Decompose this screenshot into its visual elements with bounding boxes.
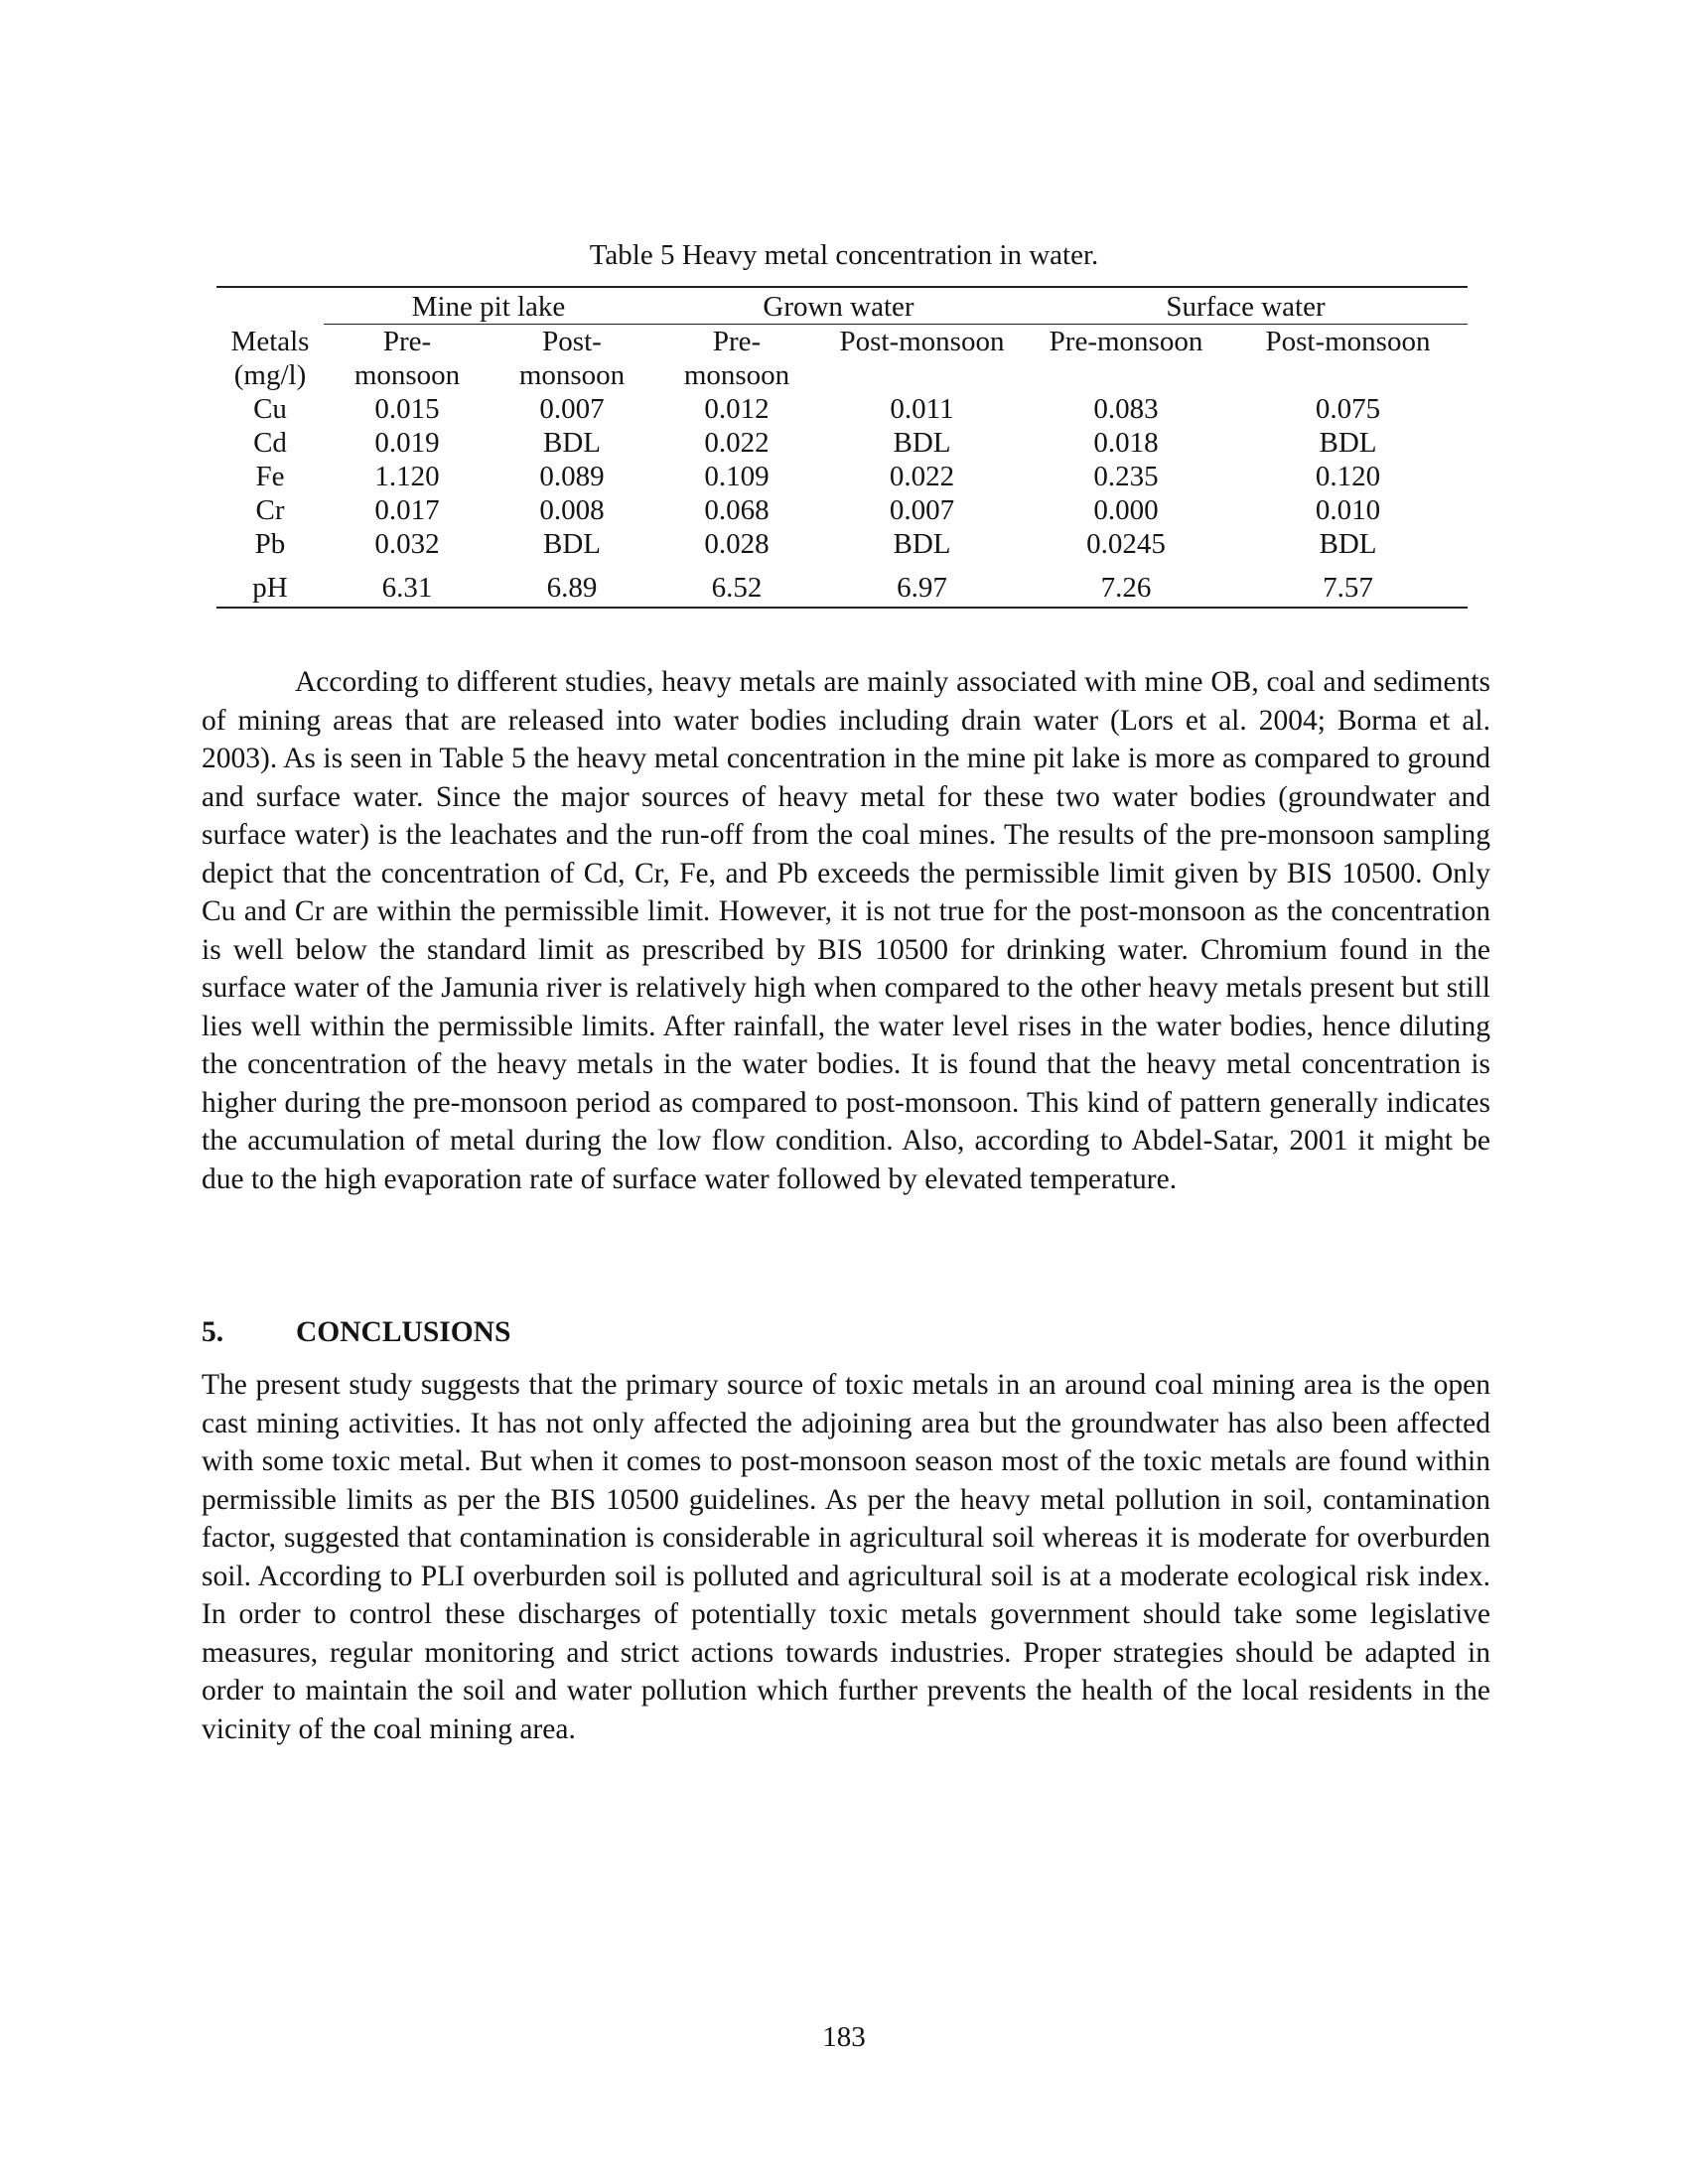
section-title: CONCLUSIONS bbox=[296, 1316, 511, 1348]
table-row: pH 6.31 6.89 6.52 6.97 7.26 7.57 bbox=[216, 561, 1468, 608]
col-header-mine-pre: Pre- monsoon bbox=[353, 326, 461, 391]
section-heading bbox=[202, 1314, 510, 1350]
conclusions-paragraph: The present study suggests that the primary source of toxic metals in an around coal mining area is the open cast mining activities. It has not only affected the adjoining area but the groundwater has also been affected with some toxic metal. But when it comes to post-monsoon season most of the toxic metals are found within permissible limits as per the BIS 10500 guidelines. As per the heavy metal pollution in soil, contamination factor, suggested that contamination is considerable in agricultural soil whereas it is moderate for overburden soil. According to PLI overburden soil is polluted and agricultural soil is at a moderate ecological risk index. In order to control these discharges of potentially toxic metals government should take some legislative measures, regular monitoring and strict actions towards industries. Proper strategies should be adapted in order to maintain the soil and water pollution which further prevents the health of the local residents in the vicinity of the coal mining area. bbox=[202, 1369, 1490, 1745]
table-row: Cr 0.017 0.008 0.068 0.007 0.000 0.010 bbox=[255, 494, 1381, 526]
section-number: 5. bbox=[202, 1316, 224, 1348]
group-surface-water: Surface water bbox=[1024, 287, 1468, 325]
table-row: Cu 0.015 0.007 0.012 0.011 0.083 0.075 bbox=[253, 393, 1381, 425]
heavy-metal-table bbox=[216, 286, 1468, 609]
col-header-ground-post: Post-monsoon bbox=[839, 326, 1005, 357]
col-header-metals: Metals (mg/l) bbox=[230, 325, 310, 391]
col-header-surface-pre: Pre-monsoon bbox=[1049, 326, 1203, 357]
table-row: Fe 1.120 0.089 0.109 0.022 0.235 0.120 bbox=[255, 461, 1381, 492]
col-header-mine-post: Post- monsoon bbox=[518, 326, 626, 391]
col-header-surface-post: Post-monsoon bbox=[1265, 326, 1431, 357]
discussion-paragraph: According to different studies, heavy metals are mainly associated with mine OB, coal and sediments of mining areas that are released into water bodies including drain water (Lors et al. 2004; Borma et al. 2003). As is seen in Table 5 the heavy metal concentration in the mine pit lake is more as compared to ground and surface water. Since the major sources of heavy metal for these two water bodies (groundwater and surface water) is the leachates and the run-off from the coal mines. The results of the pre-monsoon sampling depict that the concentration of Cd, Cr, Fe, and Pb exceeds the permissible limit given by BIS 10500. Only Cu and Cr are within the permissible limit. However, it is not true for the post-monsoon as the concentration is well below the standard limit as prescribed by BIS 10500 for drinking water. Chromium found in the surface water of the Jamunia river is relatively high when compared to the other heavy metals present but still lies well within the permissible limits. After rainfall, the water level rises in the water bodies, hence diluting the concentration of the heavy metals in the water bodies. It is found that the heavy metal concentration is higher during the pre-monsoon period as compared to post-monsoon. This kind of pattern generally indicates the accumulation of metal during the low flow condition. Also, according to Abdel-Satar, 2001 it might be due to the high evaporation rate of surface water followed by elevated temperature. bbox=[202, 666, 1490, 1195]
table-row: Cd 0.019 BDL 0.022 BDL 0.018 BDL bbox=[253, 427, 1377, 459]
table-caption: Table 5 Heavy metal concentration in water. bbox=[589, 239, 1099, 271]
col-header-ground-pre: Pre- monsoon bbox=[683, 326, 790, 391]
table-subheader-row bbox=[216, 325, 1468, 393]
group-grown-water: Grown water bbox=[653, 287, 1024, 325]
page-number: 183 bbox=[822, 2021, 866, 2053]
table-row: Pb 0.032 BDL 0.028 BDL 0.0245 BDL bbox=[254, 528, 1377, 560]
table-group-header-row bbox=[216, 287, 1468, 325]
group-mine-pit-lake: Mine pit lake bbox=[324, 287, 653, 325]
